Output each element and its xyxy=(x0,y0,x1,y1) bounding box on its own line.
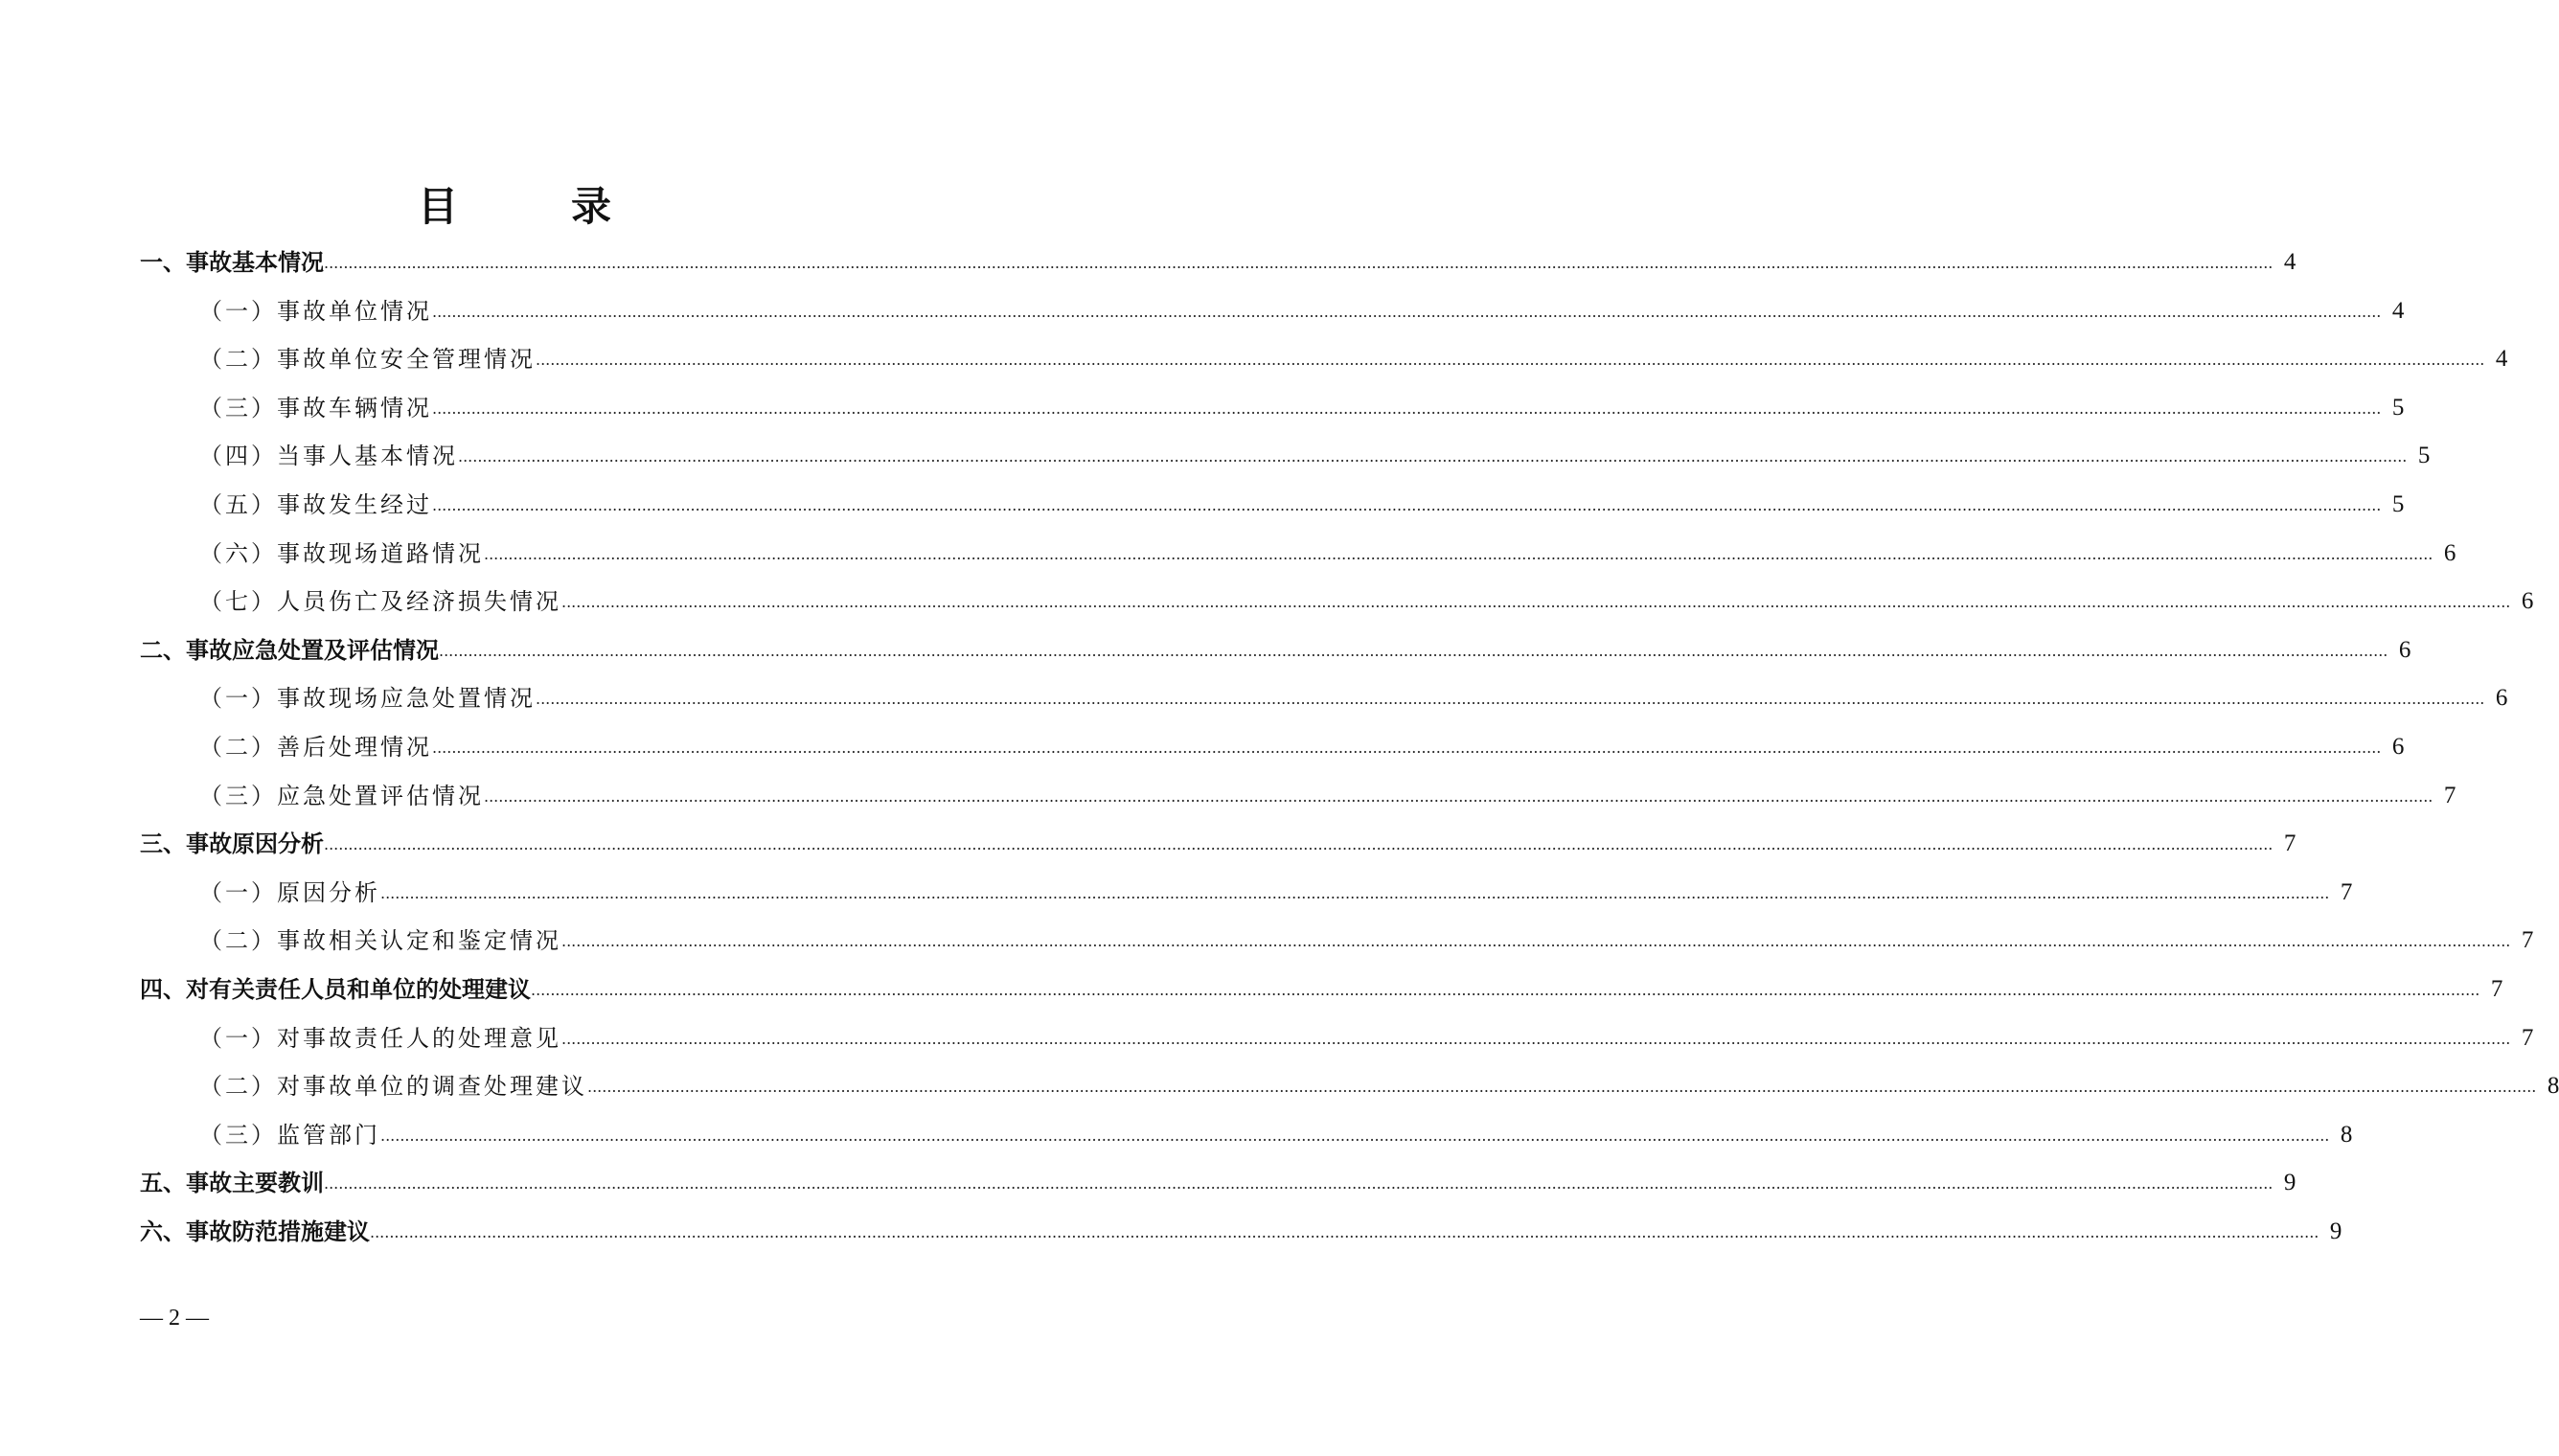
toc-entry-page: 8 xyxy=(2340,1121,2353,1148)
toc-entry-page: 8 xyxy=(2547,1073,2559,1100)
toc-dot-leader: ................................................................................................................................................................................................................................................................................................................................................................................................................ xyxy=(380,1126,2330,1145)
toc-entry-label: （一）事故单位情况 xyxy=(199,297,432,325)
toc-entry-page: 6 xyxy=(2398,636,2411,663)
toc-entry[interactable] xyxy=(199,482,2405,520)
toc-entry[interactable] xyxy=(199,433,2431,471)
toc-entry-label: （二）善后处理情况 xyxy=(199,734,432,761)
toc-entry-label: （六）事故现场道路情况 xyxy=(199,539,484,567)
toc-dot-leader: ................................................................................................................................................................................................................................................................................................................................................................................................................ xyxy=(484,786,2433,806)
toc-dot-leader: ................................................................................................................................................................................................................................................................................................................................................................................................................ xyxy=(536,690,2485,709)
toc-entry-page: 7 xyxy=(2521,927,2534,954)
toc-entry-page: 7 xyxy=(2443,782,2456,808)
toc-entry-page: 7 xyxy=(2283,830,2296,857)
toc-entry[interactable] xyxy=(199,385,2405,423)
toc-dot-leader: ................................................................................................................................................................................................................................................................................................................................................................................................................ xyxy=(484,544,2433,563)
toc-entry-label: 二、事故应急处置及评估情况 xyxy=(140,636,439,664)
toc-entry-page: 7 xyxy=(2340,878,2353,905)
toc-entry-label: 五、事故主要教训 xyxy=(140,1170,324,1197)
toc-dot-leader: ................................................................................................................................................................................................................................................................................................................................................................................................................ xyxy=(324,254,2273,272)
toc-entry[interactable] xyxy=(140,239,2296,278)
toc-entry-label: （一）事故现场应急处置情况 xyxy=(199,685,536,713)
toc-entry-label: （四）当事人基本情况 xyxy=(199,443,458,470)
toc-entry[interactable] xyxy=(140,1209,2342,1247)
toc-entry-page: 4 xyxy=(2391,297,2405,324)
toc-entry-page: 4 xyxy=(2283,249,2296,275)
toc-dot-leader: ................................................................................................................................................................................................................................................................................................................................................................................................................ xyxy=(432,739,2382,757)
toc-dot-leader: ................................................................................................................................................................................................................................................................................................................................................................................................................ xyxy=(536,351,2485,370)
toc-entry-page: 5 xyxy=(2391,394,2405,421)
toc-entry-label: （二）事故单位安全管理情况 xyxy=(199,346,536,374)
toc-entry-label: 三、事故原因分析 xyxy=(140,830,324,858)
toc-entry-label: （一）对事故责任人的处理意见 xyxy=(199,1024,561,1052)
toc-dot-leader: ................................................................................................................................................................................................................................................................................................................................................................................................................ xyxy=(458,447,2408,466)
toc-entry-label: 一、事故基本情况 xyxy=(140,249,324,276)
toc-entry[interactable] xyxy=(199,1112,2353,1150)
toc-dot-leader: ................................................................................................................................................................................................................................................................................................................................................................................................................ xyxy=(432,496,2382,514)
toc-entry-page: 6 xyxy=(2495,685,2508,712)
toc-entry[interactable] xyxy=(199,870,2353,908)
toc-entry[interactable] xyxy=(199,918,2534,956)
toc-entry-page: 6 xyxy=(2521,588,2534,615)
toc-entry[interactable] xyxy=(140,821,2296,859)
toc-entry-page: 5 xyxy=(2417,443,2431,469)
toc-entry-page: 5 xyxy=(2391,491,2405,517)
toc-entry-label: （三）事故车辆情况 xyxy=(199,394,432,421)
toc-entry-label: （五）事故发生经过 xyxy=(199,491,432,518)
toc-entry-label: （二）事故相关认定和鉴定情况 xyxy=(199,927,561,955)
toc-dot-leader: ................................................................................................................................................................................................................................................................................................................................................................................................................ xyxy=(561,593,2511,612)
toc-entry[interactable] xyxy=(199,579,2534,617)
toc-dot-leader: ................................................................................................................................................................................................................................................................................................................................................................................................................ xyxy=(370,1223,2319,1241)
toc-dot-leader: ................................................................................................................................................................................................................................................................................................................................................................................................................ xyxy=(324,835,2273,854)
toc-entry-label: （七）人员伤亡及经济损失情况 xyxy=(199,588,561,616)
toc-dot-leader: ................................................................................................................................................................................................................................................................................................................................................................................................................ xyxy=(324,1174,2273,1194)
toc-entry-page: 7 xyxy=(2521,1024,2534,1051)
page-number: — 2 — xyxy=(140,1306,209,1331)
toc-entry[interactable] xyxy=(140,627,2411,666)
toc-entry-label: 六、事故防范措施建议 xyxy=(140,1218,370,1245)
toc-entry-label: （二）对事故单位的调查处理建议 xyxy=(199,1073,587,1101)
toc-dot-leader: ................................................................................................................................................................................................................................................................................................................................................................................................................ xyxy=(439,641,2388,660)
toc-entry-page: 7 xyxy=(2490,976,2503,1002)
toc-entry-page: 4 xyxy=(2495,346,2508,373)
toc-entry-page: 9 xyxy=(2283,1170,2296,1196)
toc-entry-page: 6 xyxy=(2391,734,2405,760)
toc-entry[interactable] xyxy=(140,1160,2296,1198)
page-title: 目 录 xyxy=(417,183,648,230)
toc-entry-label: （一）原因分析 xyxy=(199,878,380,906)
toc-entry[interactable] xyxy=(199,531,2456,569)
toc-entry-page: 6 xyxy=(2443,539,2456,566)
toc-entry[interactable] xyxy=(199,773,2456,811)
toc-entry[interactable] xyxy=(199,288,2405,327)
toc-dot-leader: ................................................................................................................................................................................................................................................................................................................................................................................................................ xyxy=(561,1029,2511,1048)
toc-entry-page: 9 xyxy=(2329,1218,2342,1244)
toc-dot-leader: ................................................................................................................................................................................................................................................................................................................................................................................................................ xyxy=(587,1078,2537,1097)
toc-dot-leader: ................................................................................................................................................................................................................................................................................................................................................................................................................ xyxy=(561,932,2511,951)
toc-entry[interactable] xyxy=(199,1063,2559,1102)
toc-dot-leader: ................................................................................................................................................................................................................................................................................................................................................................................................................ xyxy=(432,398,2382,418)
toc-entry[interactable] xyxy=(199,1015,2534,1054)
toc-dot-leader: ................................................................................................................................................................................................................................................................................................................................................................................................................ xyxy=(531,981,2480,999)
toc-entry[interactable] xyxy=(199,336,2508,375)
toc-entry[interactable] xyxy=(199,724,2405,762)
toc-entry[interactable] xyxy=(140,967,2503,1005)
toc-entry[interactable] xyxy=(199,675,2508,714)
toc-entry-label: 四、对有关责任人员和单位的处理建议 xyxy=(140,976,531,1003)
toc-entry-label: （三）应急处置评估情况 xyxy=(199,782,484,809)
toc-dot-leader: ................................................................................................................................................................................................................................................................................................................................................................................................................ xyxy=(380,883,2330,902)
toc-entry-label: （三）监管部门 xyxy=(199,1121,380,1149)
toc-dot-leader: ................................................................................................................................................................................................................................................................................................................................................................................................................ xyxy=(432,302,2382,321)
